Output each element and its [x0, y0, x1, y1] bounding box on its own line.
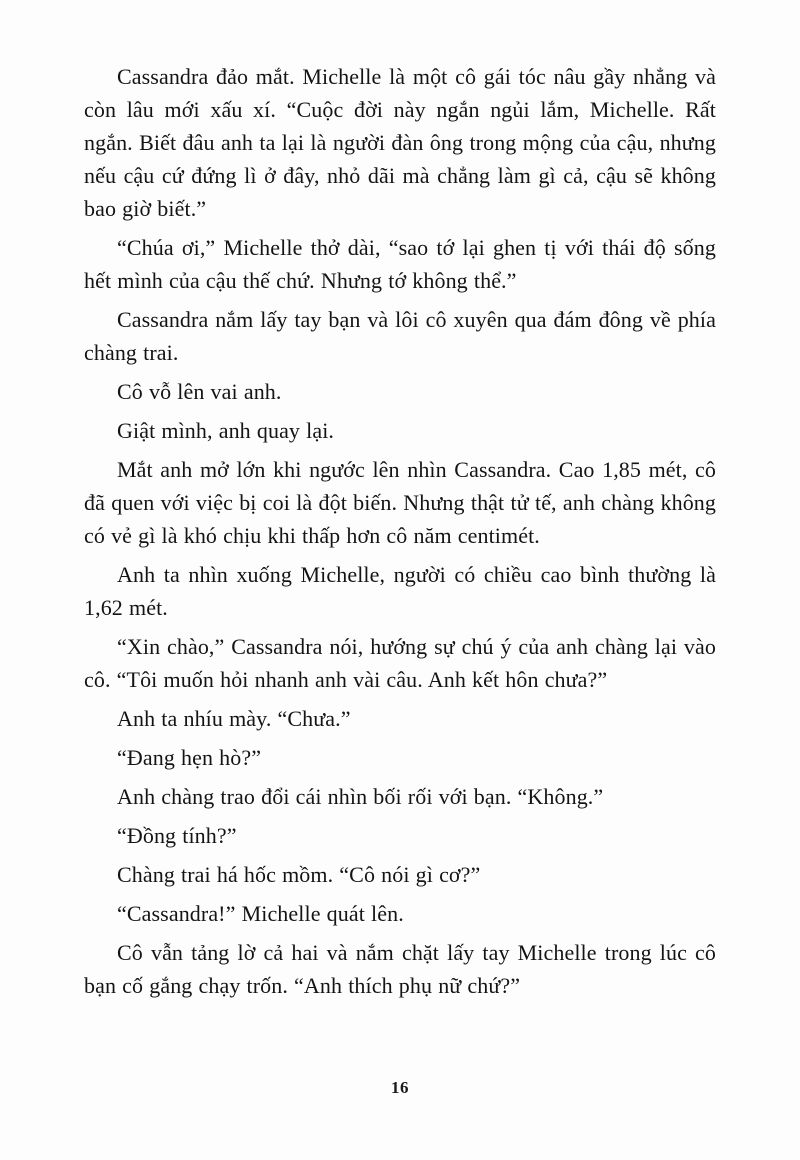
- paragraph: Mắt anh mở lớn khi ngước lên nhìn Cassandra. Cao 1,85 mét, cô đã quen với việc bị coi là đột biến. Nhưng thật tử tế, anh chàng không có vẻ gì là khó chịu khi thấp hơn cô năm centimét.: [84, 457, 716, 548]
- paragraph: Cassandra đảo mắt. Michelle là một cô gái tóc nâu gầy nhẳng và còn lâu mới xấu xí. “Cuộc đời này ngắn ngủi lắm, Michelle. Rất ngắn. Biết đâu anh ta lại là người đàn ông trong mộng của cậu, nhưng nếu cậu cứ đứng lì ở đây, nhỏ dãi mà chẳng làm gì cả, cậu sẽ không bao giờ biết.”: [84, 64, 716, 221]
- paragraph: Giật mình, anh quay lại.: [117, 418, 335, 443]
- paragraph: “Xin chào,” Cassandra nói, hướng sự chú ý của anh chàng lại vào cô. “Tôi muốn hỏi nhanh anh vài câu. Anh kết hôn chưa?”: [84, 634, 716, 692]
- paragraph: Cassandra nắm lấy tay bạn và lôi cô xuyên qua đám đông về phía chàng trai.: [84, 307, 716, 365]
- paragraph: Cô vỗ lên vai anh.: [117, 379, 282, 404]
- paragraph: Anh chàng trao đổi cái nhìn bối rối với bạn. “Không.”: [117, 784, 604, 809]
- paragraph: “Đang hẹn hò?”: [117, 745, 262, 770]
- paragraph: Anh ta nhíu mày. “Chưa.”: [117, 706, 351, 731]
- paragraph: Anh ta nhìn xuống Michelle, người có chiều cao bình thường là 1,62 mét.: [84, 562, 716, 620]
- page-text-block: [84, 60, 716, 1008]
- paragraph: “Đồng tính?”: [117, 823, 237, 848]
- paragraph: “Chúa ơi,” Michelle thở dài, “sao tớ lại ghen tị với thái độ sống hết mình của cậu thế chứ. Nhưng tớ không thể.”: [84, 235, 716, 293]
- paragraph: “Cassandra!” Michelle quát lên.: [117, 901, 404, 926]
- page-number: 16: [391, 1078, 409, 1097]
- paragraph: Chàng trai há hốc mồm. “Cô nói gì cơ?”: [117, 862, 481, 887]
- paragraph: Cô vẫn tảng lờ cả hai và nắm chặt lấy tay Michelle trong lúc cô bạn cố gắng chạy trốn. “Anh thích phụ nữ chứ?”: [84, 940, 716, 998]
